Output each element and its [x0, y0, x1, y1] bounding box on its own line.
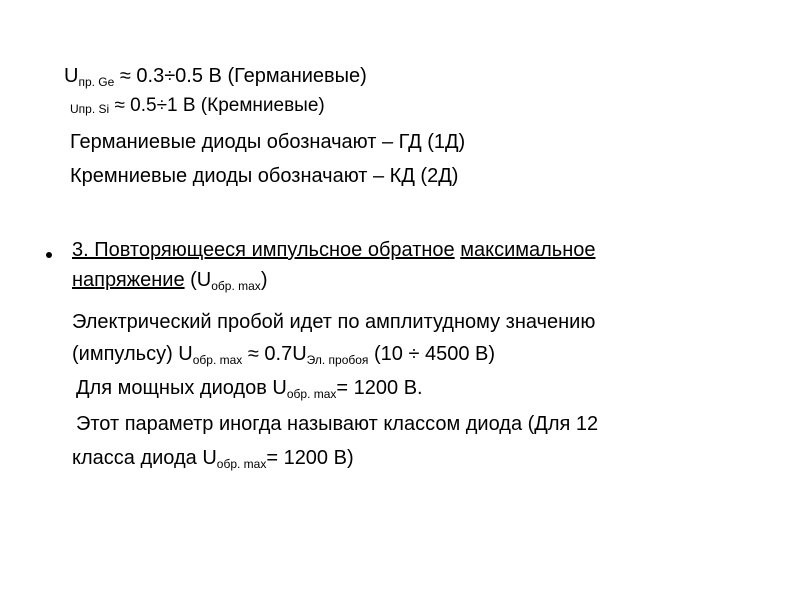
bullet-heading-paren-open: (U — [184, 269, 212, 291]
breakdown-subscript1: обр. max — [192, 353, 243, 367]
ge-voltage-subscript: пр. Ge — [78, 75, 115, 89]
breakdown-line2 — [72, 342, 495, 372]
breakdown-subscript2: Эл. пробоя — [306, 353, 369, 367]
bullet-heading-part1: 3. Повторяющееся импульсное обратное — [72, 239, 455, 261]
ge-voltage-line — [64, 64, 367, 94]
si-voltage-symbol: Uпр. Si — [70, 102, 110, 116]
breakdown-text-b: ≈ 0.7U — [242, 343, 307, 365]
breakdown-text-a: (импульсу) U — [72, 343, 193, 365]
breakdown-text-c: (10 ÷ 4500 В) — [368, 343, 496, 365]
class-text-a: класса диода U — [72, 447, 217, 469]
class-line2 — [72, 446, 354, 476]
class-subscript: обр. max — [216, 457, 267, 471]
ge-voltage-text: ≈ 0.3÷0.5 В (Германиевые) — [114, 65, 367, 87]
power-diode-line — [76, 376, 423, 406]
bullet-heading-subscript: обр. max — [211, 279, 261, 293]
si-voltage-text: ≈ 0.5÷1 В (Кремниевые) — [109, 95, 325, 116]
bullet-heading-line1 — [72, 238, 596, 262]
ge-diode-marking: Германиевые диоды обозначают – ГД (1Д) — [70, 131, 466, 153]
ge-voltage-symbol: U — [64, 65, 79, 87]
power-diode-subscript: обр. max — [286, 387, 337, 401]
si-diode-marking: Кремниевые диоды обозначают – КД (2Д) — [70, 165, 459, 187]
bullet-heading-paren-close: ) — [260, 269, 268, 291]
class-line1: Этот параметр иногда называют классом диода (Для 12 — [76, 413, 599, 435]
bullet-heading-part2: максимальное — [460, 239, 596, 261]
class-text-b: = 1200 В) — [266, 447, 354, 469]
power-diode-text-b: = 1200 В. — [336, 377, 423, 399]
bullet-heading-line2 — [72, 268, 267, 298]
bullet-dot — [46, 252, 52, 258]
power-diode-text-a: Для мощных диодов U — [76, 377, 287, 399]
bullet-heading-part3: напряжение — [72, 269, 185, 291]
breakdown-line1: Электрический пробой идет по амплитудному значению — [72, 311, 596, 333]
si-voltage-line — [70, 94, 325, 121]
